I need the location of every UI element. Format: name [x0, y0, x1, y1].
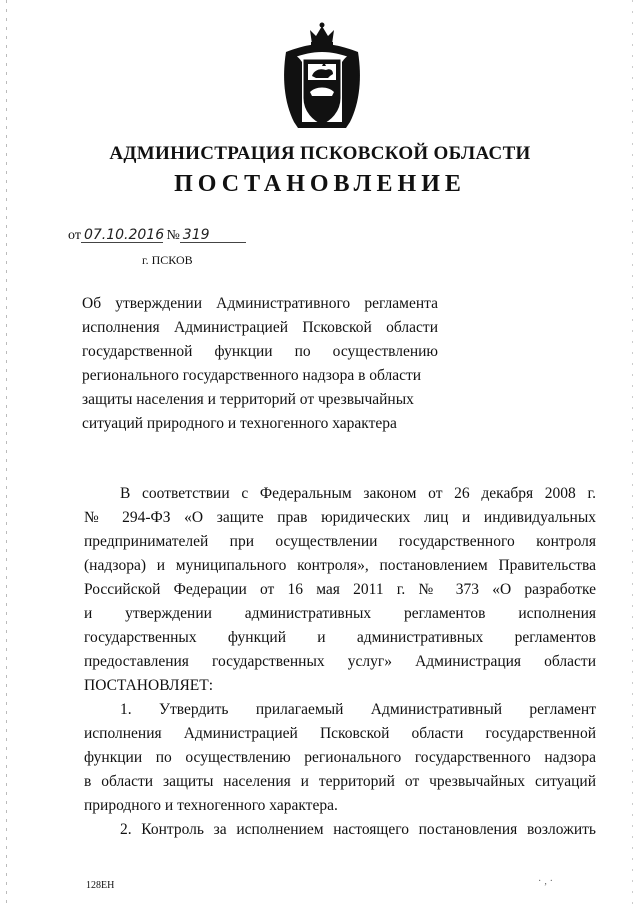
body-line: исполнения Администрацией Псковской области государственной [84, 725, 596, 742]
document-type: ПОСТАНОВЛЕНИЕ [174, 171, 466, 197]
body-line: Российской Федерации от 16 мая 2011 г. № 373 «О разработке [84, 581, 596, 598]
body-line: 1. Утвердить прилагаемый Административный регламент [120, 701, 596, 718]
body-line: государственных функций и административных регламентов [84, 629, 596, 646]
body-line: предпринимателей при осуществлении государственного контроля [84, 533, 596, 550]
subject-line: защиты населения и территорий от чрезвычайных [82, 391, 414, 408]
body-line: природного и техногенного характера. [84, 797, 338, 814]
handwritten-number: 319 [180, 228, 246, 243]
body-line: и утверждении административных регламентов исполнения [84, 605, 596, 622]
body-line: (надзора) и муниципального контроля», постановлением Правительства [84, 557, 596, 574]
date-prefix: от [68, 228, 81, 243]
scan-left-edge [6, 0, 7, 905]
handwritten-date: 07.10.2016 [81, 228, 163, 243]
subject-line: исполнения Администрацией Псковской области [82, 319, 438, 336]
body-line: функции по осуществлению регионального государственного надзора [84, 749, 596, 766]
subject-line: регионального государственного надзора в области [82, 367, 422, 384]
body-line: 2. Контроль за исполнением настоящего постановления возложить [120, 821, 596, 838]
scan-artifact: · ‚ · [538, 876, 553, 887]
body-line: предоставления государственных услуг» Администрация области [84, 653, 596, 670]
body-line: ПОСТАНОВЛЯЕТ: [84, 677, 214, 694]
pskov-coat-of-arms-icon [272, 22, 372, 132]
body-line: В соответствии с Федеральным законом от 26 декабря 2008 г. [120, 485, 596, 502]
body-line: № 294-ФЗ «О защите прав юридических лиц и индивидуальных [84, 509, 596, 526]
body-text [84, 482, 596, 842]
subject-line: Об утверждении Административного регламента [82, 295, 438, 312]
footer-code: 128ЕН [86, 880, 115, 891]
subject-line: ситуаций природного и техногенного характера [82, 415, 397, 432]
number-prefix: № [166, 228, 180, 243]
date-number-line [68, 228, 246, 244]
subject-line: государственной функции по осуществлению [82, 343, 438, 360]
subject-block [82, 292, 438, 436]
scan-right-edge [632, 0, 633, 905]
city-label: г. ПСКОВ [142, 253, 193, 267]
organization-title: АДМИНИСТРАЦИЯ ПСКОВСКОЙ ОБЛАСТИ [109, 143, 531, 164]
body-line: в области защиты населения и территорий от чрезвычайных ситуаций [84, 773, 596, 790]
